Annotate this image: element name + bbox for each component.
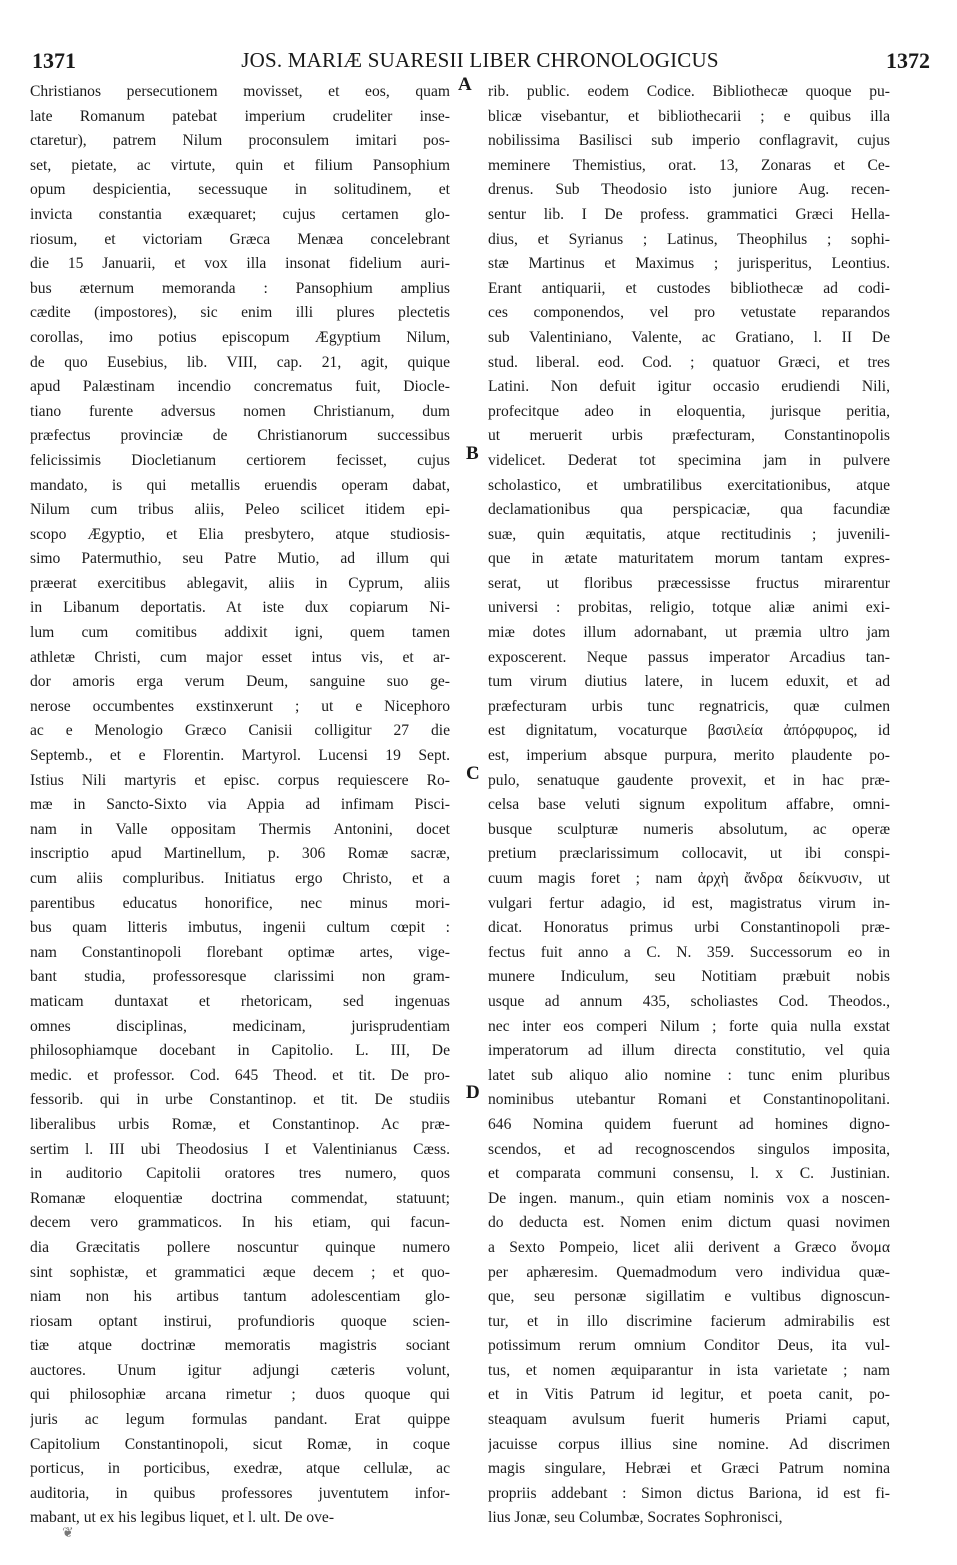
left-column-line: ctaretur), patrem Nilum proconsulem imitari pos-	[30, 132, 450, 150]
left-column-line: dia Græcitatis pollere noscuntur quinque numero	[30, 1238, 450, 1256]
margin-letter-d: D	[466, 1082, 480, 1103]
left-column-line: Septemb., et e Florentin. Martyrol. Lucensi 19 Sept.	[30, 747, 450, 765]
left-column-line: apud Palæstinam incendio concrematus fuit, Diocle-	[30, 378, 450, 396]
left-column-line: niam non his artibus tantum adolescentiam glo-	[30, 1288, 450, 1306]
right-column-line: rib. public. eodem Codice. Bibliothecæ quoque pu-	[488, 83, 890, 100]
left-column-line: set, pietate, ac virtute, quin et filium Pansophium	[30, 156, 450, 174]
right-column-line: jacuisse corpus illius sine nomine. Ad discrimen	[488, 1435, 890, 1453]
right-column-line: 646 Nomina quidem fuerunt ad homines digno-	[488, 1115, 890, 1133]
right-column-line: est dignitatum, vocaturque βασιλεία ἀπόρφυρος, id	[488, 722, 890, 740]
left-column-line: simo Patermuthio, seu Patre Mutio, ad illum qui	[30, 550, 450, 568]
right-column-line: profecitque adeo in eloquentia, jurisque peritia,	[488, 402, 890, 420]
right-column-line: pretium præclarissimum collocavit, ut ibi conspi-	[488, 845, 890, 863]
left-column-line: præfectus provinciæ de Christianorum successibus	[30, 427, 450, 445]
left-column-line: auctores. Unum igitur adjungi cæteris volunt,	[30, 1361, 450, 1379]
right-column-line: præfecturam urbis tunc regnatricis, quæ culmen	[488, 697, 890, 715]
left-column-line: præerat exercitibus ablegavit, aliis in Cyprum, aliis	[30, 574, 450, 592]
right-column-line: stud. liberal. eod. Cod. ; quatuor Græci, et tres	[488, 353, 890, 371]
right-column-line: que, seu personæ sigillatim e vultibus dignoscun-	[488, 1288, 890, 1306]
right-column-line: munere Indiculum, seu Notitiam præbuit nobis	[488, 968, 890, 986]
right-column-line: Latini. Non defuit igitur occasio erudiendi Nili,	[488, 378, 890, 396]
right-column-line: miæ dotes illum adornabant, ut præmia ultro jam	[488, 624, 890, 642]
right-column-line: drenus. Sub Theodosio isto juniore Aug. recen-	[488, 181, 890, 199]
left-column-line: in auditorio Capitolii oratores tres numero, quos	[30, 1165, 450, 1183]
right-column-line: et in Vitis Patrum id legitur, et poeta canit, po-	[488, 1386, 890, 1404]
right-column-line: stæ Martinus et Maximus ; jurisperitus, Leontius.	[488, 255, 890, 273]
right-column-line: dius, et Syrianus ; Latinus, Theophilus ; sophi-	[488, 230, 890, 248]
right-column-line: serat, ut floribus præcessisse fructus mirarentur	[488, 574, 890, 592]
page-number-right: 1372	[886, 48, 930, 73]
right-column-line: videlicet. Dederat tot specimina jam in pulvere	[488, 451, 890, 469]
right-column-line: do deducta est. Nomen enim dictum quasi novimen	[488, 1214, 890, 1232]
right-column-line: pulo, senatuque gaudente provexit, et in hac præ-	[488, 771, 890, 789]
left-column-line: auditoria, in quibus professores juventutem infor-	[30, 1484, 450, 1502]
left-column-line: bus quam litteris imbutus, ingenii cultum cœpit :	[30, 919, 450, 937]
left-column-line: corollas, imo potius episcopum Ægyptium Nilum,	[30, 328, 450, 346]
left-column-line: Nilum cum tribus aliis, Peleo scilicet itidem epi-	[30, 501, 450, 519]
left-column-line: parentibus educatus honorifice, nec minus mori-	[30, 894, 450, 912]
left-column-line: Istius Nili martyris et episc. corpus requiescere Ro-	[30, 771, 450, 789]
right-column-line: dicat. Honoratus primus urbi Constantinopoli præ-	[488, 919, 890, 937]
left-column-line: de quo Eusebius, lib. VIII, cap. 21, agit, quique	[30, 353, 450, 371]
left-column-line: sertim l. III ubi Theodosius I et Valentinianus Cæss.	[30, 1140, 450, 1158]
right-column-line: De ingen. manum., quin etiam nominis vox a noscen-	[488, 1189, 890, 1207]
left-column-line: ac e Menologio Græco Canisii colligitur 27 die	[30, 722, 450, 740]
right-column-line: sub Valentiniano, Valente, ac Gratiano, l. II De	[488, 328, 890, 346]
page-header	[30, 44, 930, 74]
left-column-line: nerose occumbentes exstinxerunt ; ut e Nicephoro	[30, 697, 450, 715]
right-column-line: lius Jonæ, seu Columbæ, Socrates Sophronisci,	[488, 1509, 783, 1527]
right-column-line: propriis addebant : Simon dictus Bariona, id est fi-	[488, 1484, 890, 1502]
right-column-line: sentur lib. I De profess. grammatici Græci Hella-	[488, 205, 890, 223]
right-column-line: celsa base veluti signum expolitum affabre, omni-	[488, 796, 890, 814]
margin-letter-a: A	[458, 74, 472, 95]
left-column-line: mabant, ut ex his legibus liquet, et l. ult. De ove-	[30, 1509, 335, 1527]
left-column-line: sint sophistæ, et grammatici æque decem ; et quo-	[30, 1263, 450, 1281]
left-column-line: felicissimis Diocletianum certiorem fecisset, cujus	[30, 451, 450, 469]
right-column-line: tum virum diutius latere, in lucem eduxit, et ad	[488, 673, 890, 691]
left-column-line: fessorib. qui in urbe Constantinop. et tit. De studiis	[30, 1091, 450, 1109]
right-column-line: nominibus utebantur Romani et Constantinopolitani.	[488, 1091, 890, 1109]
left-column-line: maticam duntaxat et rhetoricam, sed ingenuas	[30, 992, 450, 1010]
left-column-line: in Libanum deportatis. At iste dux copiarum Ni-	[30, 599, 450, 617]
running-title: JOS. MARIÆ SUARESII LIBER CHRONOLOGICUS	[241, 48, 719, 72]
left-column-line: philosophiamque docebant in Capitolio. L. III, De	[30, 1042, 450, 1060]
left-column-line: dor amoris erga verum Deum, sanguine suo ge-	[30, 673, 450, 691]
right-column-line: busque sculpturæ numeris absolutum, ac operæ	[488, 820, 890, 838]
right-column-line: tus, et nomen æquiparantur in ista varietate ; nam	[488, 1361, 890, 1379]
right-column-line: latet sub aliquo alio nomine : tunc enim pluribus	[488, 1066, 890, 1084]
left-column-line: riosam optant instirui, profundioris quoque scien-	[30, 1312, 450, 1330]
left-column-line: athletæ Christi, cum major esset intus vis, et ar-	[30, 648, 450, 666]
left-column-line: Romanæ eloquentiæ doctrina commendat, statuunt;	[30, 1189, 450, 1207]
right-column-line: exposcerent. Neque passus imperator Arcadius tan-	[488, 648, 890, 666]
left-column-line: late Romanum patebat imperium crudeliter inse-	[30, 107, 450, 125]
right-column-line: vulgari fertur adagio, id est, magistratus virum in-	[488, 894, 890, 912]
left-column-line: nam Constantinopoli florebant optimæ artes, vige-	[30, 943, 450, 961]
margin-letter-b: B	[466, 443, 479, 464]
right-column-line: potissimum rerum omnium Conditor Deus, ita vul-	[488, 1337, 890, 1355]
right-column-line: ut meruerit urbis præfecturam, Constantinopolis	[488, 427, 890, 445]
right-column-line: nobilissima Basilisci sub imperio conflagravit, cujus	[488, 132, 890, 150]
right-column-line: imperatorum ad illum directa constitutio, vel quia	[488, 1042, 890, 1060]
left-column-line: inscriptio apud Martinellum, p. 306 Romæ sacræ,	[30, 845, 450, 863]
right-column-line: est, imperium absque purpura, merito plaudente po-	[488, 747, 890, 765]
left-column-line: Christianos persecutionem movisset, et eos, quam	[30, 83, 450, 100]
left-column-line: mæ in Sancto-Sixto via Appia ad infimam Pisci-	[30, 796, 450, 814]
left-column-line: mandato, is qui metallis eruendis operam dabat,	[30, 476, 450, 494]
left-column-line: opum despicientia, secessuque in solitudinem, et	[30, 181, 450, 199]
right-column-line: universi : probitas, religio, totque aliæ animi exi-	[488, 599, 890, 617]
left-column-line: juris ac legum formulas pandant. Erat quippe	[30, 1411, 450, 1429]
left-column-line: nam in Valle oppositam Thermis Antonini, docet	[30, 820, 450, 838]
left-column-line: riosum, et victoriam Græca Menæa concelebrant	[30, 230, 450, 248]
left-column-line: Capitolium Constantinopoli, sicut Romæ, in coque	[30, 1435, 450, 1453]
right-column-line: magis singulare, Hebræi et Græci Patrum nomina	[488, 1460, 890, 1478]
right-column-line: Erant antiquarii, et custodes bibliothecæ ad codi-	[488, 279, 890, 297]
left-column-line: scopo Ægyptio, et Elia presbytero, atque studiosis-	[30, 525, 450, 543]
left-column-line: porticus, in porticibus, exedræ, atque cellulæ, ac	[30, 1460, 450, 1478]
right-column-line: steaquam avulsum fuerit humeris Priami caput,	[488, 1411, 890, 1429]
right-column-line: meminere Themistius, orat. 13, Zonaras et Ce-	[488, 156, 890, 174]
left-column-line: medic. et professor. Cod. 645 Theod. et tit. De pro-	[30, 1066, 450, 1084]
right-column-line: blicæ visebantur, et bibliothecarii ; e quibus illa	[488, 107, 890, 125]
left-column-line: bus æternum memoranda : Pansophium amplius	[30, 279, 450, 297]
right-column	[488, 80, 890, 1531]
page-smudge-mark: ❦	[62, 1526, 74, 1541]
right-column-line: et comparata communi consensu, l. x C. Justinian.	[488, 1165, 890, 1183]
left-column-line: tiano furente adversus nomen Christianum, dum	[30, 402, 450, 420]
left-column-line: bant studia, professoresque clarissimi non gram-	[30, 968, 450, 986]
left-column-line: die 15 Januarii, et vox illa insonat fidelium auri-	[30, 255, 450, 273]
left-column-line: qui philosophiæ arcana rimetur ; duos quoque qui	[30, 1386, 450, 1404]
right-column-line: fectus fuit anno a C. N. 359. Successorum eo in	[488, 943, 890, 961]
left-column-line: omnes disciplinas, medicinam, jurisprudentiam	[30, 1017, 450, 1035]
left-column-line: cum aliis compluribus. Initiatus ergo Christo, et a	[30, 870, 450, 887]
right-column-line: per aphæresim. Quemadmodum vero individua quæ-	[488, 1263, 890, 1281]
page-number-left: 1371	[32, 48, 76, 73]
right-column-line: ces componendos, vel pro vetustate reparandos	[488, 304, 890, 322]
right-column-line: tur, et in illo discrimine facierum admirabilis est	[488, 1312, 890, 1330]
left-column-line: tiæ atque doctrinæ memoratis magistris sociant	[30, 1337, 450, 1355]
left-column	[30, 80, 450, 1531]
left-column-line: invicta constantia exæquaret; cujus certamen glo-	[30, 205, 450, 223]
left-column-line: lum cum comitibus addixit igni, quem tamen	[30, 624, 450, 642]
right-column-line: suæ, quin æquitatis, atque rectitudinis ; juvenili-	[488, 525, 890, 543]
right-column-line: scendos, et ad recognoscendos singulos imposita,	[488, 1140, 890, 1158]
right-column-line: a Sexto Pompeio, licet alii derivent a Græco ὄνομα	[488, 1238, 890, 1256]
left-column-line: decem vero grammaticos. In his etiam, qui facun-	[30, 1214, 450, 1232]
right-column-line: scholastico, et umbratilibus exercitationibus, atque	[488, 476, 890, 494]
right-column-line: cuum magis foret ; nam ἀρχὴ ἄνδρα δείκνυσιν, ut	[488, 870, 890, 887]
right-column-line: nec inter eos comperi Nilum ; forte quia nulla exstat	[488, 1017, 890, 1035]
left-column-line: liberalibus urbis Romæ, et Constantinop. Ac præ-	[30, 1115, 450, 1133]
right-column-line: usque ad annum 435, scholiastes Cod. Theodos.,	[488, 992, 890, 1010]
right-column-line: declamationibus qua perspicaciæ, qua facundiæ	[488, 501, 890, 519]
right-column-line: que in ætate maturitatem morum tantam expres-	[488, 550, 890, 568]
margin-letter-c: C	[466, 763, 480, 784]
left-column-line: cædite (impostores), sic enim illi plures plectetis	[30, 304, 450, 322]
